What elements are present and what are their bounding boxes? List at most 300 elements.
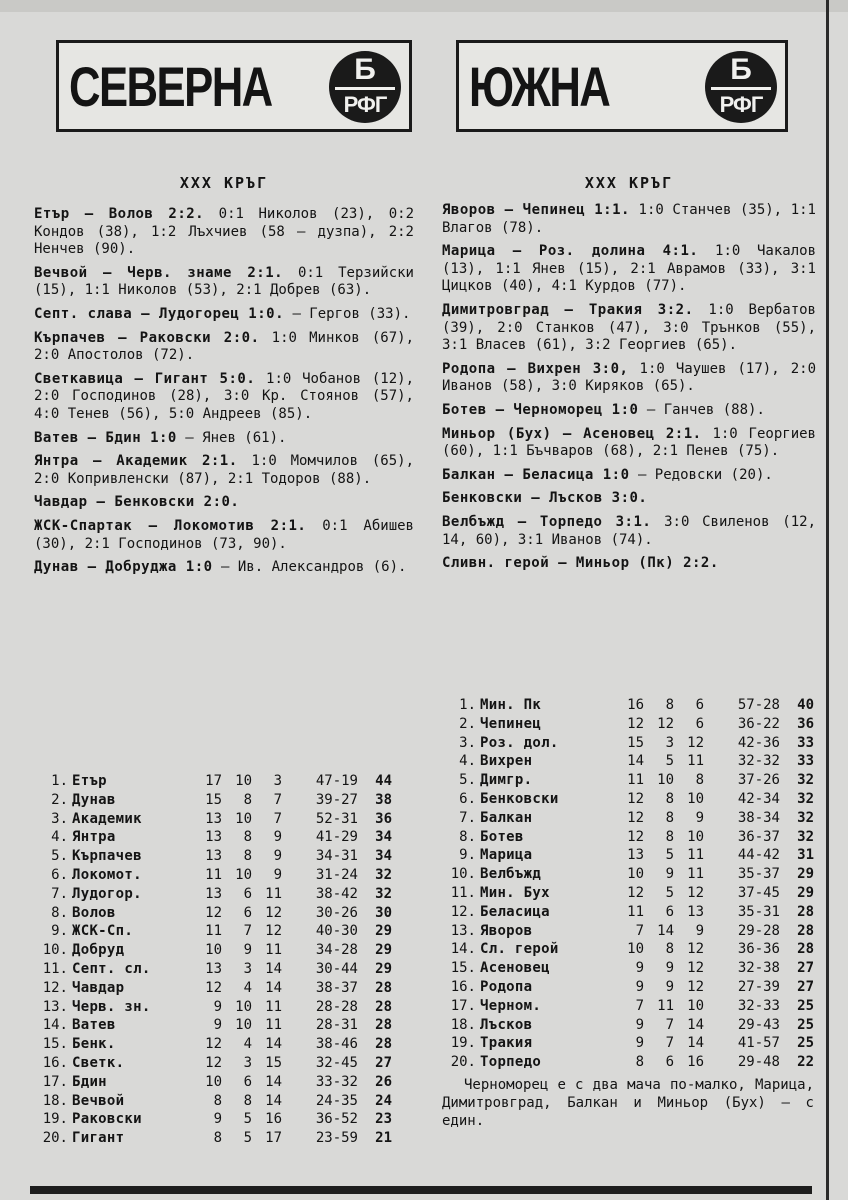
stat-value: 8: [243, 829, 252, 846]
stat-value: 11: [687, 753, 704, 770]
stat-value: 3: [665, 734, 674, 751]
team-name: Бенковски: [480, 790, 559, 807]
stat-value: 11: [265, 1017, 282, 1034]
match-score: Ватев — Бдин 1:0: [34, 429, 177, 446]
goal-difference: 28-28: [315, 998, 358, 1015]
stat-value: 11: [205, 923, 222, 940]
stat-value: 16: [627, 697, 644, 713]
stat-value: 5: [665, 847, 674, 864]
stat-value: 8: [665, 790, 674, 807]
stat-value: 12: [627, 715, 644, 732]
table-row: [34, 847, 392, 866]
match-score: Родопа — Вихрен 3:0,: [442, 360, 629, 377]
table-row: [34, 791, 392, 810]
table-row: [442, 997, 814, 1016]
stat-value: 5: [243, 1130, 252, 1147]
team-name: Тракия: [480, 1035, 533, 1052]
stat-value: 6: [695, 715, 704, 732]
match-scorers: — Гергов (33).: [292, 305, 411, 322]
match-scorers: — Ганчев (88).: [646, 401, 765, 418]
points: 28: [375, 979, 392, 996]
standing-position: 12.: [42, 979, 68, 996]
table-row: [34, 1054, 392, 1073]
points: 38: [375, 791, 392, 808]
points: 34: [375, 848, 392, 865]
match-result: [442, 426, 816, 461]
standing-position: 10.: [450, 866, 476, 883]
goal-difference: 42-36: [737, 734, 780, 751]
stat-value: 15: [627, 734, 644, 751]
stat-value: 14: [627, 753, 644, 770]
goal-difference: 29-43: [737, 1016, 780, 1033]
points: 34: [375, 829, 392, 846]
goal-difference: 32-33: [737, 997, 780, 1014]
team-name: Асеновец: [480, 960, 550, 977]
goal-difference: 30-26: [315, 904, 358, 921]
goal-difference: 47-19: [315, 773, 358, 789]
stat-value: 5: [243, 1111, 252, 1128]
stat-value: 7: [635, 997, 644, 1014]
stat-value: 12: [627, 884, 644, 901]
match-score: Балкан — Беласица 1:0: [442, 466, 630, 483]
logo-top-letter: Б: [730, 53, 752, 86]
table-row: [34, 1092, 392, 1111]
match-result: [442, 302, 816, 355]
points: 27: [375, 1054, 392, 1071]
match-result: [442, 361, 816, 396]
standing-position: 2.: [51, 791, 68, 808]
south-header-box: [456, 40, 788, 132]
standing-position: 2.: [459, 715, 476, 732]
standing-position: 6.: [459, 790, 476, 807]
points: 29: [797, 866, 814, 883]
stat-value: 15: [265, 1054, 282, 1071]
standing-position: 1.: [51, 773, 68, 789]
logo-bar: [711, 87, 771, 90]
south-standings-table: [442, 696, 814, 1072]
table-row: [442, 696, 814, 715]
team-name: Лудогор.: [72, 885, 142, 902]
goal-difference: 38-34: [737, 809, 780, 826]
match-result: [34, 430, 414, 448]
goal-difference: 52-31: [315, 810, 358, 827]
stat-value: 6: [665, 903, 674, 920]
team-name: Яворов: [480, 922, 533, 939]
table-row: [34, 1073, 392, 1092]
standing-position: 14.: [42, 1017, 68, 1034]
stat-value: 9: [213, 1017, 222, 1034]
team-name: Септ. сл.: [72, 960, 151, 977]
stat-value: 11: [265, 885, 282, 902]
stat-value: 10: [687, 997, 704, 1014]
table-row: [34, 1129, 392, 1148]
team-name: Ботев: [480, 828, 524, 845]
table-row: [442, 865, 814, 884]
stat-value: 17: [265, 1130, 282, 1147]
standing-position: 17.: [450, 997, 476, 1014]
goal-difference: 30-44: [315, 960, 358, 977]
stat-value: 12: [205, 1036, 222, 1053]
stat-value: 5: [665, 753, 674, 770]
stat-value: 3: [243, 960, 252, 977]
match-scorers: 1:0 Чобанов (12), 2:0 Господинов (28), 3:0 Кр. Стоянов (57), 4:0 Тенев (56), 5:0 Андреев (85).: [34, 370, 414, 422]
points: 44: [375, 773, 392, 789]
stat-value: 12: [657, 715, 674, 732]
stat-value: 6: [665, 1054, 674, 1071]
match-score: Светкавица — Гигант 5:0.: [34, 370, 256, 387]
stat-value: 12: [627, 790, 644, 807]
match-scorers: 0:1 Абишев (30), 2:1 Господинов (73, 90).: [34, 517, 414, 552]
standing-position: 18.: [450, 1016, 476, 1033]
standing-position: 20.: [42, 1130, 68, 1147]
team-name: Вихрен: [480, 753, 533, 770]
match-scorers: 1:0 Георгиев (60), 1:1 Бъчваров (68), 2:1 Пенев (75).: [442, 425, 816, 460]
bfu-logo-icon: [705, 51, 777, 123]
stat-value: 12: [687, 734, 704, 751]
match-result: [34, 265, 414, 300]
team-name: Черном.: [480, 997, 542, 1014]
goal-difference: 32-32: [737, 753, 780, 770]
table-row: [442, 828, 814, 847]
stat-value: 10: [205, 942, 222, 959]
stat-value: 13: [205, 885, 222, 902]
stat-value: 9: [665, 960, 674, 977]
match-score: Янтра — Академик 2:1.: [34, 453, 238, 470]
stat-value: 11: [657, 997, 674, 1014]
north-header-box: [56, 40, 412, 132]
stat-value: 12: [687, 960, 704, 977]
goal-difference: 29-48: [737, 1054, 780, 1071]
stat-value: 10: [235, 810, 252, 827]
standing-position: 11.: [450, 884, 476, 901]
table-row: [34, 960, 392, 979]
points: 31: [797, 847, 814, 864]
goal-difference: 44-42: [737, 847, 780, 864]
standing-position: 13.: [450, 922, 476, 939]
match-score: Етър — Волов 2:2.: [34, 206, 205, 222]
standing-position: 4.: [459, 753, 476, 770]
team-name: Сл. герой: [480, 941, 559, 958]
team-name: Кърпачев: [72, 848, 142, 865]
goal-difference: 28-31: [315, 1017, 358, 1034]
goal-difference: 37-26: [737, 772, 780, 789]
goal-difference: 37-45: [737, 884, 780, 901]
goal-difference: 36-37: [737, 828, 780, 845]
standing-position: 9.: [51, 923, 68, 940]
south-footnote: Черноморец е с два мача по-малко, Марица, Димитровград, Балкан и Миньор (Бух) — с един.: [442, 1077, 814, 1129]
match-result: [34, 453, 414, 488]
stat-value: 11: [687, 847, 704, 864]
team-name: Светк.: [72, 1054, 125, 1071]
points: 29: [797, 884, 814, 901]
team-name: Етър: [72, 773, 107, 789]
standing-position: 7.: [51, 885, 68, 902]
stat-value: 12: [687, 941, 704, 958]
stat-value: 4: [243, 1036, 252, 1053]
stat-value: 6: [243, 1073, 252, 1090]
stat-value: 11: [205, 866, 222, 883]
points: 36: [797, 715, 814, 732]
south-results-list: [442, 202, 816, 579]
points: 36: [375, 810, 392, 827]
stat-value: 13: [205, 960, 222, 977]
stat-value: 12: [687, 884, 704, 901]
team-name: Гигант: [72, 1130, 125, 1147]
points: 28: [797, 922, 814, 939]
north-title: СЕВЕРНА: [69, 54, 272, 118]
table-row: [442, 790, 814, 809]
goal-difference: 41-57: [737, 1035, 780, 1052]
standing-position: 9.: [459, 847, 476, 864]
table-row: [442, 752, 814, 771]
team-name: Чепинец: [480, 715, 542, 732]
match-result: [442, 243, 816, 296]
table-row: [34, 1016, 392, 1035]
standing-position: 13.: [42, 998, 68, 1015]
match-scorers: 1:0 Минков (67), 2:0 Апостолов (72).: [34, 329, 414, 364]
stat-value: 12: [265, 904, 282, 921]
table-row: [34, 998, 392, 1017]
points: 32: [797, 772, 814, 789]
table-row: [34, 772, 392, 791]
logo-top-letter: Б: [354, 53, 376, 86]
match-result: [34, 371, 414, 424]
points: 33: [797, 734, 814, 751]
page-bottom-rule: [30, 1186, 812, 1194]
table-row: [34, 979, 392, 998]
stat-value: 9: [273, 866, 282, 883]
team-name: Ватев: [72, 1017, 116, 1034]
team-name: Черв. зн.: [72, 998, 151, 1015]
stat-value: 7: [273, 810, 282, 827]
north-results-list: [34, 206, 414, 583]
stat-value: 14: [265, 1036, 282, 1053]
standing-position: 20.: [450, 1054, 476, 1071]
match-score: Марица — Роз. долина 4:1.: [442, 243, 699, 260]
team-name: Вечвой: [72, 1092, 125, 1109]
goal-difference: 36-52: [315, 1111, 358, 1128]
points: 40: [797, 697, 814, 713]
table-row: [34, 828, 392, 847]
stat-value: 9: [213, 1111, 222, 1128]
points: 32: [375, 866, 392, 883]
match-result: [34, 330, 414, 365]
points: 24: [375, 1092, 392, 1109]
stat-value: 7: [635, 922, 644, 939]
goal-difference: 34-28: [315, 942, 358, 959]
team-name: Бенк.: [72, 1036, 116, 1053]
points: 28: [375, 998, 392, 1015]
stat-value: 12: [687, 978, 704, 995]
standing-position: 3.: [459, 734, 476, 751]
points: 28: [797, 941, 814, 958]
stat-value: 8: [665, 809, 674, 826]
points: 27: [797, 960, 814, 977]
stat-value: 3: [243, 1054, 252, 1071]
match-result: [442, 467, 816, 485]
points: 28: [375, 1036, 392, 1053]
stat-value: 7: [243, 923, 252, 940]
match-scorers: — Редовски (20).: [637, 466, 773, 483]
team-name: Бдин: [72, 1073, 107, 1090]
stat-value: 12: [265, 923, 282, 940]
goal-difference: 41-29: [315, 829, 358, 846]
standing-position: 4.: [51, 829, 68, 846]
points: 32: [375, 885, 392, 902]
match-result: [442, 555, 816, 573]
stat-value: 16: [265, 1111, 282, 1128]
standing-position: 17.: [42, 1073, 68, 1090]
stat-value: 10: [235, 1017, 252, 1034]
table-row: [34, 941, 392, 960]
north-standings-table: [34, 772, 392, 1148]
stat-value: 8: [243, 1092, 252, 1109]
standing-position: 3.: [51, 810, 68, 827]
standing-position: 16.: [450, 978, 476, 995]
stat-value: 13: [205, 829, 222, 846]
goal-difference: 38-37: [315, 979, 358, 996]
page-top-edge: [0, 0, 848, 12]
table-row: [34, 866, 392, 885]
standing-position: 8.: [459, 828, 476, 845]
table-row: [442, 922, 814, 941]
points: 26: [375, 1073, 392, 1090]
match-scorers: 0:1 Николов (23), 0:2 Кондов (38), 1:2 Лъхчиев (58 — дузпа), 2:2 Ненчев (90).: [34, 206, 414, 258]
match-result: [442, 202, 816, 237]
match-score: Сливн. герой — Миньор (Пк) 2:2.: [442, 555, 719, 572]
stat-value: 7: [273, 791, 282, 808]
stat-value: 14: [265, 960, 282, 977]
stat-value: 9: [273, 829, 282, 846]
stat-value: 6: [695, 697, 704, 713]
points: 25: [797, 997, 814, 1014]
stat-value: 12: [627, 828, 644, 845]
team-name: ЖСК-Сп.: [72, 923, 134, 940]
points: 33: [797, 753, 814, 770]
stat-value: 9: [635, 1035, 644, 1052]
team-name: Локомот.: [72, 866, 142, 883]
stat-value: 7: [665, 1016, 674, 1033]
table-row: [34, 885, 392, 904]
team-name: Раковски: [72, 1111, 142, 1128]
goal-difference: 24-35: [315, 1092, 358, 1109]
table-row: [442, 1034, 814, 1053]
stat-value: 10: [687, 790, 704, 807]
stat-value: 12: [627, 809, 644, 826]
standing-position: 19.: [450, 1035, 476, 1052]
stat-value: 10: [235, 866, 252, 883]
table-row: [442, 940, 814, 959]
stat-value: 16: [687, 1054, 704, 1071]
goal-difference: 40-30: [315, 923, 358, 940]
match-score: Яворов — Чепинец 1:1.: [442, 202, 630, 218]
goal-difference: 57-28: [737, 697, 780, 713]
stat-value: 8: [243, 848, 252, 865]
stat-value: 9: [635, 978, 644, 995]
goal-difference: 34-31: [315, 848, 358, 865]
stat-value: 9: [665, 866, 674, 883]
table-row: [442, 1016, 814, 1035]
standing-position: 1.: [459, 697, 476, 713]
stat-value: 10: [687, 828, 704, 845]
points: 29: [375, 942, 392, 959]
goal-difference: 36-36: [737, 941, 780, 958]
match-scorers: — Янев (61).: [185, 429, 287, 446]
table-row: [442, 809, 814, 828]
points: 28: [797, 903, 814, 920]
match-scorers: — Ив. Александров (6).: [221, 559, 407, 576]
stat-value: 9: [665, 978, 674, 995]
points: 27: [797, 978, 814, 995]
team-name: Родопа: [480, 978, 533, 995]
team-name: Торпедо: [480, 1054, 542, 1071]
stat-value: 12: [205, 979, 222, 996]
stat-value: 14: [657, 922, 674, 939]
points: 30: [375, 904, 392, 921]
standing-position: 5.: [459, 772, 476, 789]
table-row: [442, 1053, 814, 1072]
goal-difference: 32-45: [315, 1054, 358, 1071]
stat-value: 14: [265, 1073, 282, 1090]
stat-value: 10: [627, 941, 644, 958]
goal-difference: 38-42: [315, 885, 358, 902]
standing-position: 16.: [42, 1054, 68, 1071]
logo-bar: [335, 87, 395, 90]
table-row: [34, 922, 392, 941]
points: 32: [797, 828, 814, 845]
match-result: [34, 206, 414, 259]
goal-difference: 33-32: [315, 1073, 358, 1090]
logo-bottom-letters: РФГ: [719, 92, 763, 117]
stat-value: 9: [695, 809, 704, 826]
stat-value: 17: [205, 773, 222, 789]
goal-difference: 31-24: [315, 866, 358, 883]
stat-value: 3: [273, 773, 282, 789]
points: 29: [375, 960, 392, 977]
standing-position: 8.: [51, 904, 68, 921]
match-score: Дунав — Добруджа 1:0: [34, 559, 213, 576]
table-row: [34, 810, 392, 829]
match-result: [34, 494, 414, 512]
match-scorers: 3:0 Свиленов (12, 14, 60), 3:1 Иванов (74).: [442, 513, 816, 548]
match-score: Кърпачев — Раковски 2:0.: [34, 329, 260, 346]
logo-bottom-letters: РФГ: [343, 92, 387, 117]
points: 25: [797, 1035, 814, 1052]
stat-value: 10: [235, 773, 252, 789]
stat-value: 8: [213, 1130, 222, 1147]
goal-difference: 39-27: [315, 791, 358, 808]
goal-difference: 35-37: [737, 866, 780, 883]
stat-value: 13: [205, 810, 222, 827]
stat-value: 14: [265, 1092, 282, 1109]
stat-value: 6: [243, 904, 252, 921]
stat-value: 5: [665, 884, 674, 901]
match-score: Бенковски — Лъсков 3:0.: [442, 490, 648, 507]
team-name: Лъсков: [480, 1016, 533, 1033]
column-rule-right: [826, 0, 829, 1200]
stat-value: 8: [695, 772, 704, 789]
goal-difference: 35-31: [737, 903, 780, 920]
stat-value: 14: [265, 979, 282, 996]
stat-value: 15: [205, 791, 222, 808]
standing-position: 6.: [51, 866, 68, 883]
points: 23: [375, 1111, 392, 1128]
points: 22: [797, 1054, 814, 1071]
stat-value: 8: [635, 1054, 644, 1071]
match-score: Димитровград — Тракия 3:2.: [442, 301, 694, 318]
table-row: [442, 978, 814, 997]
table-row: [442, 734, 814, 753]
